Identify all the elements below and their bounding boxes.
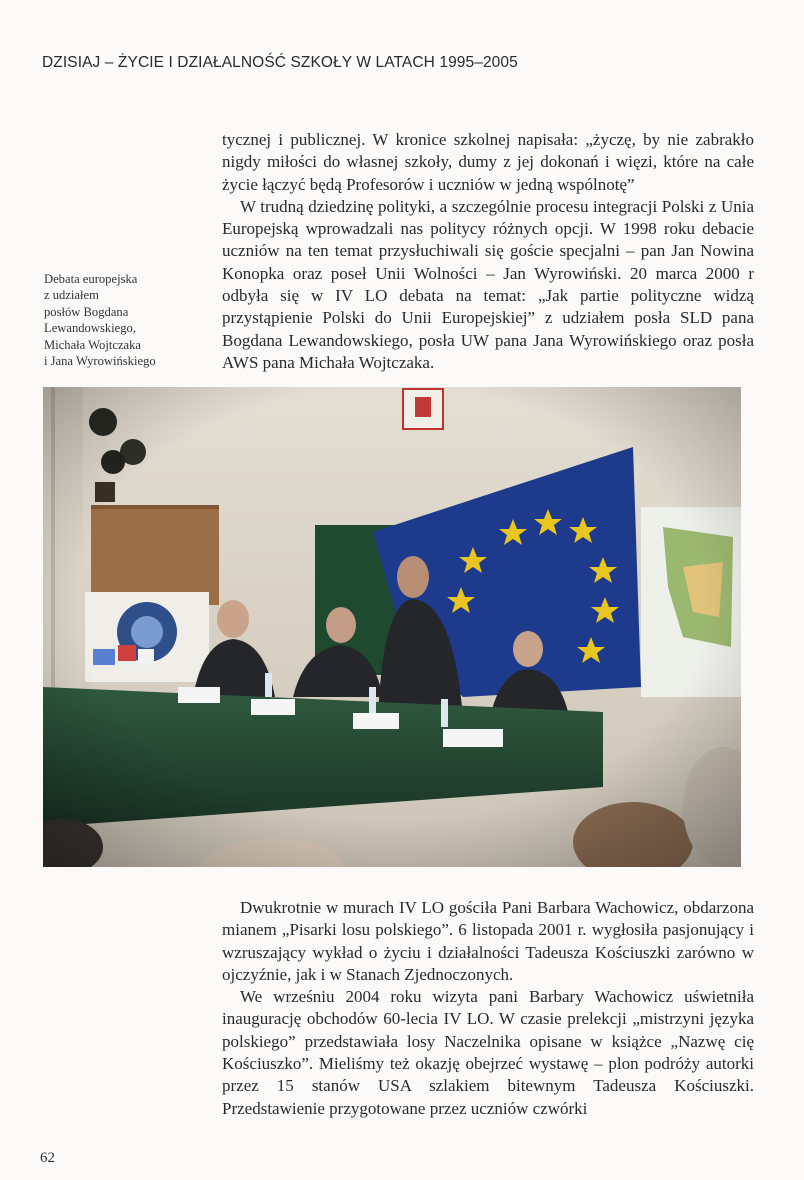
paragraph: W trudną dziedzinę polityki, a szczególnie procesu integracji Polski z Unia Europejską wprowadzali nas politycy różnych opcji. W 1998 roku debacie uczniów na ten temat przysłuchiwali się goście specjalni – pan Jan Nowina Konopka oraz poseł Unii Wolności – Jan Wyrowiński. 20 marca 2000 r odbyła się w IV LO debata na temat: „Jak partie polityczne widzą przystąpienie Polski do Unii Europejskiej” z udziałem posła SLD pana Bogdana Lewandowskiego, posła UW pana Jana Wyrowińskiego oraz posła AWS pana Michała Wojtczaka. <box>222 196 754 372</box>
page-number: 62 <box>40 1150 55 1166</box>
photo-caption <box>44 271 194 369</box>
photo-illustration <box>43 387 741 867</box>
caption-line: z udziałem <box>44 288 99 303</box>
caption-line: posłów Bogdana <box>44 304 129 319</box>
caption-line: Michała Wojtczaka <box>44 337 142 352</box>
paragraph: Dwukrotnie w murach IV LO gościła Pani Barbara Wachowicz, obdarzona mianem „Pisarki losu polskiego”. 6 listopada 2001 r. wygłosiła pasjonujący i wzruszający wykład o życiu i działalności Tadeusza Kościuszki zarówno w ojczyźnie, jak i w Stanach Zjednoczonych. <box>222 898 754 984</box>
debate-photo <box>43 387 741 867</box>
text-block-top <box>222 129 754 374</box>
running-head: DZISIAJ – ŻYCIE I DZIAŁALNOŚĆ SZKOŁY W LATACH 1995–2005 <box>42 54 518 71</box>
caption-line: Lewandowskiego, <box>44 321 136 336</box>
paragraph: We wrześniu 2004 roku wizyta pani Barbary Wachowicz uświetniła inaugurację obchodów 60-lecia IV LO. W czasie prelekcji „mistrzyni języka polskiego” przedstawiała losy Naczelnika opisane w książce „Nazwę cię Kościuszko”. Mieliśmy też okazję obejrzeć wystawę – plon podróży autorki przez 15 stanów USA szlakiem bitewnym Tadeusza Kościuszki. Przedstawienie przygotowane przez uczniów czwórki <box>222 987 754 1118</box>
paragraph: tycznej i publicznej. W kronice szkolnej napisała: „życzę, by nie zabrakło nigdy miłości do własnej szkoły, dumy z jej dokonań i więzi, które na całe życie łączyć będą Profesorów i uczniów w jedną wspólnotę” <box>222 130 754 194</box>
text-block-bottom <box>222 897 754 1120</box>
caption-line: i Jana Wyrowińskiego <box>44 354 156 369</box>
caption-line: Debata europejska <box>44 272 138 286</box>
